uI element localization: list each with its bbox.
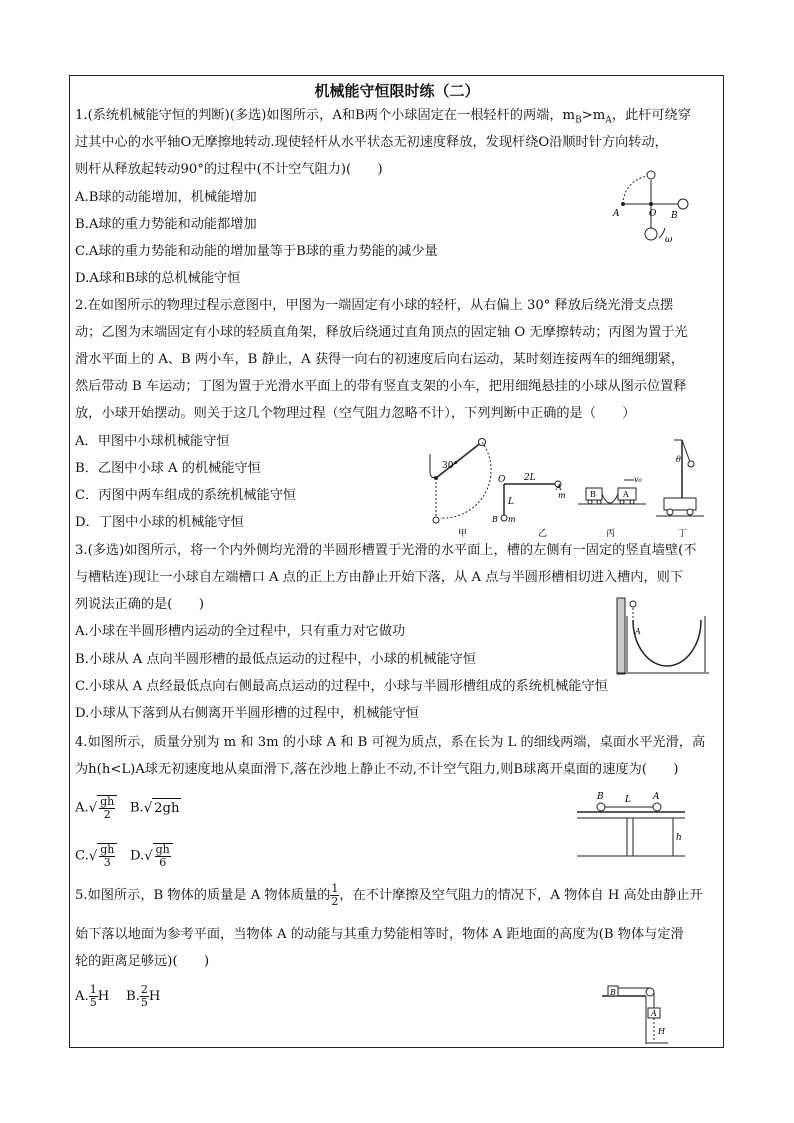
q3-stem-line2: 与槽粘连)现让一小球自左端槽口 A 点的正上方由静止开始下落，从 A 点与半圆形槽相切进入槽内，则下 (75, 570, 684, 585)
q1-fig-label-omega: ω (665, 235, 673, 245)
page-title: 机械能守恒限时练（二） (314, 82, 480, 100)
q4-stem-line2: 为h(h<L)A球无初速度地从桌面滑下,落在沙地上静止不动,不计空气阻力,则B球离开桌面的速度为( ) (75, 762, 679, 777)
q2-fig-label-l: L (508, 497, 514, 507)
q2-fig-label-bing: 丙 (606, 529, 616, 539)
q4-stem-line1: 4.如图所示，质量分别为 m 和 3m 的小球 A 和 B 可视为质点，系在长为 L 的细线两端，桌面水平光滑，高 (75, 735, 706, 750)
q4-figure (575, 790, 700, 862)
q4-fig-label-a: A (653, 792, 660, 802)
q5-fig-label-b: B (610, 988, 616, 997)
q5-options: A. $\frac{1}{5}$ H B. $\frac{2}{5}$ H (75, 983, 161, 1009)
q3-stem-line3: 列说法正确的是( ) (75, 597, 204, 612)
q4-option-d-value: √ $\frac{gh}{6}$ (144, 843, 173, 869)
q2-fig-label-v0: v₀ (634, 475, 642, 484)
q2-stem-line4: 然后带动 B 车运动；丁图为置于光滑水平面上的带有竖直支架的小车，把用细绳悬挂的小球从图示位置释 (75, 379, 687, 394)
q1-fig-label-a: A (613, 209, 620, 219)
q3-fig-label-a: A (635, 627, 641, 636)
q2-option-a: A．甲图中小球机械能守恒 (75, 434, 230, 449)
q2-option-b: B．乙图中小球 A 的机械能守恒 (75, 461, 261, 476)
q3-option-c: C.小球从 A 点经最低点向右侧最高点运动的过程中，小球与半圆形槽组成的系统机械能守恒 (75, 679, 608, 694)
q1-stem-line3: 则杆从释放起转动90°的过程中(不计空气阻力)( ) (75, 162, 383, 177)
q3-option-b: B.小球从 A 点向半圆形槽的最低点运动的过程中，小球的机械能守恒 (75, 652, 477, 667)
q1-stem-line1: 1.(系统机械能守恒的判断)(多选)如图所示，A和B两个小球固定在一根轻杆的两端，$m_B>m_A$，此杆可绕穿 (75, 108, 691, 126)
q2-fig-label-m1: m (558, 491, 566, 500)
q4-option-c-value: √ $\frac{gh}{3}$ (89, 843, 118, 869)
q4-option-a-label: A. (75, 800, 89, 816)
q1-option-d: D.A球和B球的总机械能守恒 (75, 271, 241, 286)
q1-figure (605, 170, 700, 245)
q2-fig-angle: 30° (442, 461, 458, 471)
q3-option-d: D.小球从下落到从右侧离开半圆形槽的过程中，机械能守恒 (75, 706, 419, 721)
q5-stem-line2: 始下落以地面为参考平面，当物体 A 的动能与其重力势能相等时，物体 A 距地面的高度为(B 物体与定滑 (75, 927, 684, 942)
q1-option-c: C.A球的重力势能和动能的增加量等于B球的重力势能的减少量 (75, 244, 438, 259)
q2-stem-line3: 滑水平面上的 A、B 两小车，B 静止，A 获得一向右的初速度后向右运动，某时刻连接两车的细绳绷紧， (75, 352, 685, 367)
q1-fig-label-o: O (649, 209, 657, 219)
q1-option-a: A.B球的动能增加，机械能增加 (75, 190, 257, 205)
q1-stem-line2: 过其中心的水平轴O无摩擦地转动.现使轻杆从水平状态无初速度释放，发现杆绕O沿顺时针方向转动， (75, 135, 668, 150)
q2-fig-label-cart-a: A (623, 490, 629, 499)
q4-option-b-value: √ 2gh (144, 798, 182, 819)
q5-stem-line1: 5.如图所示，B 物体的质量是 A 物体质量的 $\frac{1}{2}$ ，在不计摩擦及空气阻力的情况下，A 物体自 H 高处由静止开 (75, 882, 703, 908)
q2-fig-label-jia: 甲 (458, 529, 468, 539)
q5-fig-label-a: A (651, 1009, 657, 1018)
q2-fig-label-b: B (492, 515, 498, 524)
q2-fig-label-yi: 乙 (538, 529, 548, 539)
q5-stem-line3: 轮的距离足够远)( ) (75, 954, 210, 969)
q5-fig-label-h: H (658, 1027, 665, 1036)
q2-option-d: D．丁图中小球的机械能守恒 (75, 515, 244, 530)
q2-fig-label-ding: 丁 (678, 529, 688, 539)
q2-fig-label-a: A (556, 483, 562, 492)
q2-fig-label-theta: θ (676, 455, 681, 464)
q3-stem-line1: 3.(多选)如图所示，将一个内外侧均光滑的半圆形槽置于光滑的水平面上，槽的左侧有一固定的竖直墙壁(不 (75, 543, 697, 558)
q2-figure (420, 432, 710, 542)
q3-figure (615, 596, 710, 676)
q5-option-b-frac: $\frac{2}{5}$ (140, 983, 148, 1009)
q1-fig-label-b: B (671, 211, 678, 221)
q4-option-c-label: C. (75, 848, 89, 864)
q3-option-a: A.小球在半圆形槽内运动的全过程中，只有重力对它做功 (75, 624, 406, 639)
q4-options-row2 (75, 843, 173, 869)
q4-option-d-label: D. (129, 848, 145, 864)
q4-fig-label-h: h (676, 833, 682, 843)
q2-stem-line2: 动；乙图为末端固定有小球的轻质直角架，释放后绕通过直角顶点的固定轴 O 无摩擦转动；丙图为置于光 (75, 325, 688, 340)
q4-options-row1 (75, 795, 181, 821)
q1-option-b: B.A球的重力势能和动能都增加 (75, 217, 257, 232)
q4-fig-label-b: B (597, 792, 604, 802)
q4-option-a-value: √ $\frac{gh}{2}$ (89, 795, 118, 821)
q2-fig-label-cart-b: B (590, 490, 596, 499)
q5-figure (600, 980, 670, 1046)
q5-option-a-label: A. (75, 989, 89, 1004)
q2-fig-label-o: O (498, 475, 506, 485)
q2-fig-label-2l: 2L (524, 473, 536, 483)
q5-option-b-label: B. (126, 989, 140, 1004)
q4-fig-label-l: L (625, 795, 631, 805)
q2-option-c: C．丙图中两车组成的系统机械能守恒 (75, 488, 297, 503)
q2-fig-label-m2: m (508, 515, 516, 524)
q2-stem-line1: 2.在如图所示的物理过程示意图中，甲图为一端固定有小球的轻杆，从右偏上 30° 释放后绕光滑支点摆 (75, 298, 674, 313)
q5-option-a-frac: $\frac{1}{5}$ (89, 983, 97, 1009)
q2-stem-line5: 放，小球开始摆动。则关于这几个物理过程（空气阻力忽略不计），下列判断中正确的是（ ） (75, 406, 636, 421)
q4-option-b-label: B. (129, 800, 144, 816)
